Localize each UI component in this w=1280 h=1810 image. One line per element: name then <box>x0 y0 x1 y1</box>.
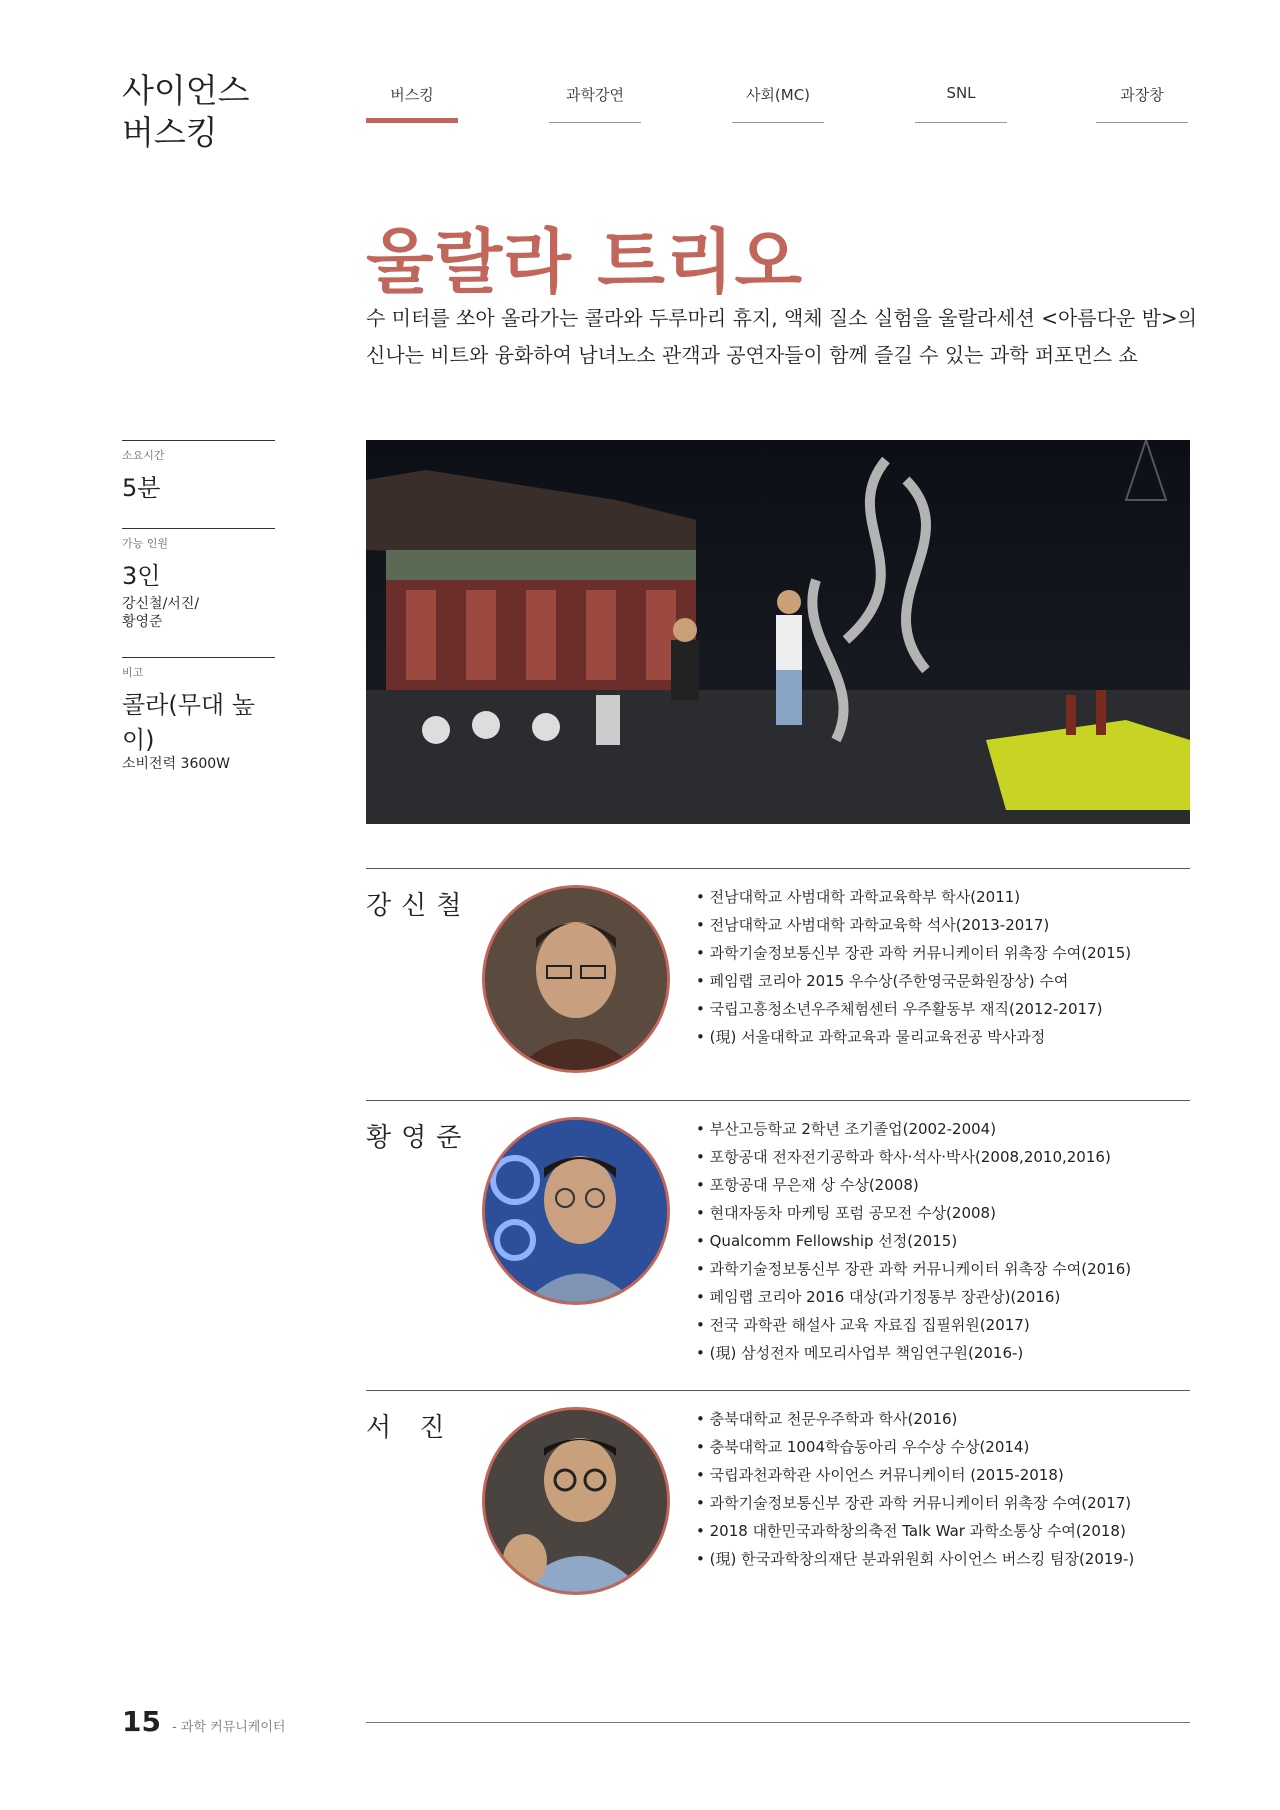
note-value: 콜라(무대 높이) <box>122 691 255 754</box>
bio-item: • Qualcomm Fellowship 선정(2015) <box>696 1227 1131 1255</box>
bio-item: • (現) 삼성전자 메모리사업부 책임연구원(2016-) <box>696 1339 1131 1367</box>
note-power: 소비전력 3600W <box>122 756 231 772</box>
member-photo <box>482 885 670 1073</box>
member-name: 황영준 <box>366 1123 472 1153</box>
member-bio <box>696 883 1131 1051</box>
bio-item: • 페임랩 코리아 2015 우수상(주한영국문화원장상) 수여 <box>696 967 1131 995</box>
section-title-line1: 사이언스 <box>122 71 250 110</box>
portrait-illustration <box>485 1120 667 1302</box>
bio-item: • 페임랩 코리아 2016 대상(과기정통부 장관상)(2016) <box>696 1283 1131 1311</box>
bio-item: • 전남대학교 사범대학 과학교육학부 학사(2011) <box>696 883 1131 911</box>
section-title <box>122 70 250 154</box>
tab-mc[interactable]: 사회(MC) <box>732 84 824 123</box>
bio-item: • 2018 대한민국과학창의축전 Talk War 과학소통상 수여(2018) <box>696 1517 1134 1545</box>
tab-science-song[interactable]: 과장창 <box>1096 84 1188 123</box>
bio-item: • 현대자동차 마케팅 포럼 공모전 수상(2008) <box>696 1199 1131 1227</box>
people-names-line2: 황영준 <box>122 614 163 630</box>
bio-item: • 충북대학교 1004학습동아리 우수상 수상(2014) <box>696 1433 1134 1461</box>
bio-item: • 부산고등학교 2학년 조기졸업(2002-2004) <box>696 1115 1131 1143</box>
bio-item: • 과학기술정보통신부 장관 과학 커뮤니케이터 위촉장 수여(2015) <box>696 939 1131 967</box>
tab-snl[interactable]: SNL <box>915 84 1007 123</box>
portrait-illustration <box>485 1410 667 1592</box>
meta-note <box>122 657 275 773</box>
performance-photo <box>366 440 1190 824</box>
description-line2: 신나는 비트와 융화하여 남녀노소 관객과 공연자들이 함께 즐길 수 있는 과학 퍼포먼스 쇼 <box>366 343 1138 367</box>
tab-science-lecture[interactable]: 과학강연 <box>549 84 641 123</box>
member-card <box>366 868 1190 1046</box>
member-name: 서 진 <box>366 1413 455 1443</box>
member-card <box>366 1100 1190 1362</box>
bio-item: • 전국 과학관 해설사 교육 자료집 집필위원(2017) <box>696 1311 1131 1339</box>
performance-photo-illustration <box>366 440 1190 824</box>
bio-item: • 전남대학교 사범대학 과학교육학 석사(2013-2017) <box>696 911 1131 939</box>
bio-item: • 충북대학교 천문우주학과 학사(2016) <box>696 1405 1134 1433</box>
note-label: 비고 <box>122 666 144 679</box>
meta-duration <box>122 440 275 503</box>
member-name: 강신철 <box>366 891 472 921</box>
footer-text: - 과학 커뮤니케이터 <box>172 1720 286 1735</box>
description-line1: 수 미터를 쏘아 올라가는 콜라와 두루마리 휴지, 액체 질소 실험을 울랄라세션 <아름다운 밤>의 <box>366 306 1198 330</box>
bio-item: • 포항공대 무은재 상 수상(2008) <box>696 1171 1131 1199</box>
bio-item: • 국립과천과학관 사이언스 커뮤니케이터 (2015-2018) <box>696 1461 1134 1489</box>
bio-item: • 국립고흥청소년우주체험센터 우주활동부 재직(2012-2017) <box>696 995 1131 1023</box>
section-title-line2: 버스킹 <box>122 113 218 152</box>
bio-item: • 과학기술정보통신부 장관 과학 커뮤니케이터 위촉장 수여(2017) <box>696 1489 1134 1517</box>
member-photo <box>482 1117 670 1305</box>
tab-busking[interactable]: 버스킹 <box>366 84 458 123</box>
page-title: 울랄라 트리오 <box>366 221 804 303</box>
bio-item: • 포항공대 전자전기공학과 학사·석사·박사(2008,2010,2016) <box>696 1143 1131 1171</box>
page-footer <box>122 1705 285 1738</box>
description <box>366 300 1196 374</box>
people-value: 3인 <box>122 562 161 590</box>
meta-people <box>122 528 275 631</box>
member-card <box>366 1390 1190 1568</box>
bio-item: • 과학기술정보통신부 장관 과학 커뮤니케이터 위촉장 수여(2016) <box>696 1255 1131 1283</box>
people-names-line1: 강신철/서진/ <box>122 596 200 612</box>
bio-item: • (現) 한국과학창의재단 분과위원회 사이언스 버스킹 팀장(2019-) <box>696 1545 1134 1573</box>
portrait-illustration <box>485 888 667 1070</box>
duration-label: 소요시간 <box>122 449 165 462</box>
people-label: 가능 인원 <box>122 537 169 550</box>
member-bio <box>696 1115 1131 1367</box>
bio-item: • (現) 서울대학교 과학교육과 물리교육전공 박사과정 <box>696 1023 1131 1051</box>
member-photo <box>482 1407 670 1595</box>
footer-divider <box>366 1722 1190 1723</box>
member-bio <box>696 1405 1134 1573</box>
duration-value: 5분 <box>122 474 161 502</box>
page-number: 15 <box>122 1705 161 1738</box>
category-tabs <box>366 84 1188 124</box>
